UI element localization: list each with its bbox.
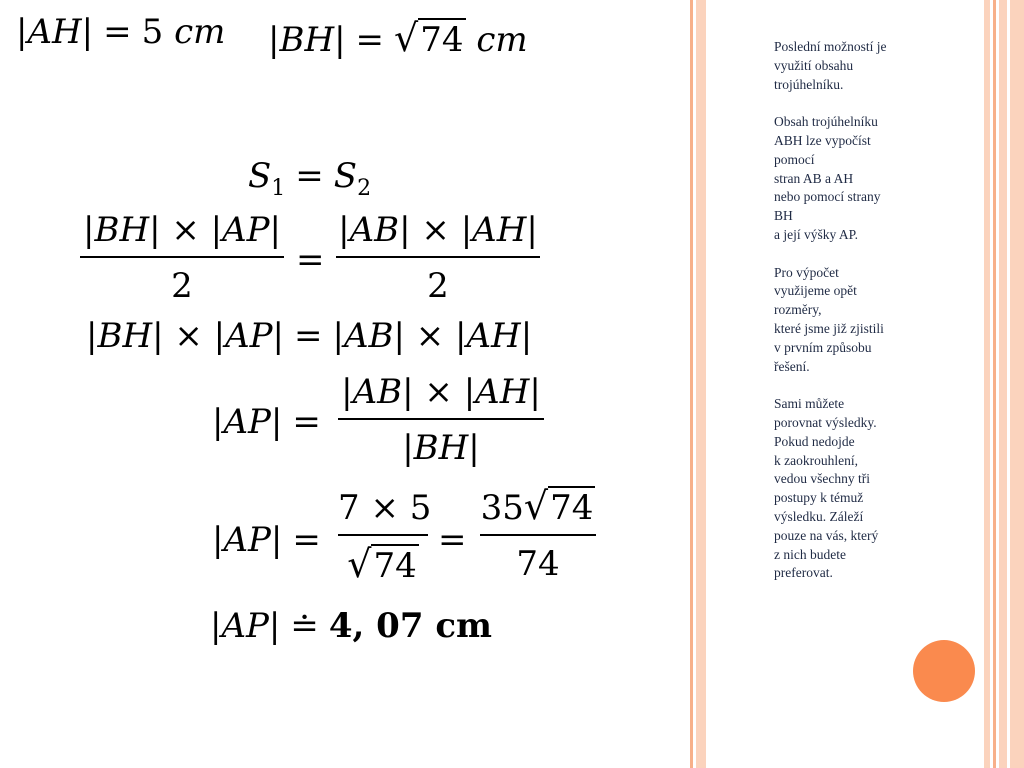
- sidebar-paragraph-3: Pro výpočet využijeme opět rozměry, které jsme již zjistili v prvním způsobu řešení.: [774, 264, 884, 374]
- sidebar-paragraph-2: Obsah trojúhelníku ABH lze vypočíst pomocí stran AB a AH nebo pomocí strany BH a její výšky AP.: [774, 114, 881, 242]
- ap-label-1: |AP| =: [212, 402, 321, 442]
- ap-calc-fraction-2: 35√74 74: [480, 486, 596, 584]
- ap-calc-fraction-1: 7 × 5 √74: [338, 488, 432, 586]
- result-value: 4, 07 cm: [328, 606, 493, 646]
- decor-strip-1: [690, 0, 693, 768]
- ap-fraction: |AB| × |AH| |BH|: [338, 372, 544, 468]
- bh-label: |BH|: [268, 20, 346, 60]
- decor-strip-5: [999, 0, 1007, 768]
- bh-unit: cm: [476, 20, 528, 60]
- decor-strip-2: [696, 0, 706, 768]
- frac-equals: =: [296, 240, 325, 280]
- ap-result: |AP| ≐ 4, 07 cm: [210, 606, 493, 646]
- decor-strip-6: [1010, 0, 1024, 768]
- ah-value: 5: [141, 12, 164, 52]
- ah-label: |AH|: [16, 12, 94, 52]
- sidebar-paragraph-4: Sami můžete porovnat výsledky. Pokud nedojde k zaokrouhlení, vedou všechny tři postupy k témuž výsledku. Záleží pouze na vás, který z nich budete preferovat.: [774, 396, 879, 581]
- area-equality: $S_1 = S_2$: [248, 156, 372, 201]
- given-ah: |AH| = 5 cm: [16, 12, 226, 52]
- frac-left: |BH| × |AP| 2: [80, 210, 284, 306]
- ap-calc-equals: =: [438, 520, 467, 560]
- decor-strip-3: [984, 0, 990, 768]
- decor-circle: [913, 640, 975, 702]
- decor-strip-4: [993, 0, 996, 768]
- product-equality: |BH| × |AP| = |AB| × |AH|: [86, 316, 533, 356]
- frac-right: |AB| × |AH| 2: [336, 210, 540, 306]
- sidebar-paragraph-1: Poslední možností je využití obsahu trojúhelníku.: [774, 39, 887, 92]
- ah-unit: cm: [174, 12, 226, 52]
- bh-sqrt: √74: [394, 16, 464, 60]
- ap-label-2: |AP| =: [212, 520, 321, 560]
- sidebar-explanation: [774, 38, 934, 602]
- given-bh: |BH| = √74 cm: [268, 16, 528, 60]
